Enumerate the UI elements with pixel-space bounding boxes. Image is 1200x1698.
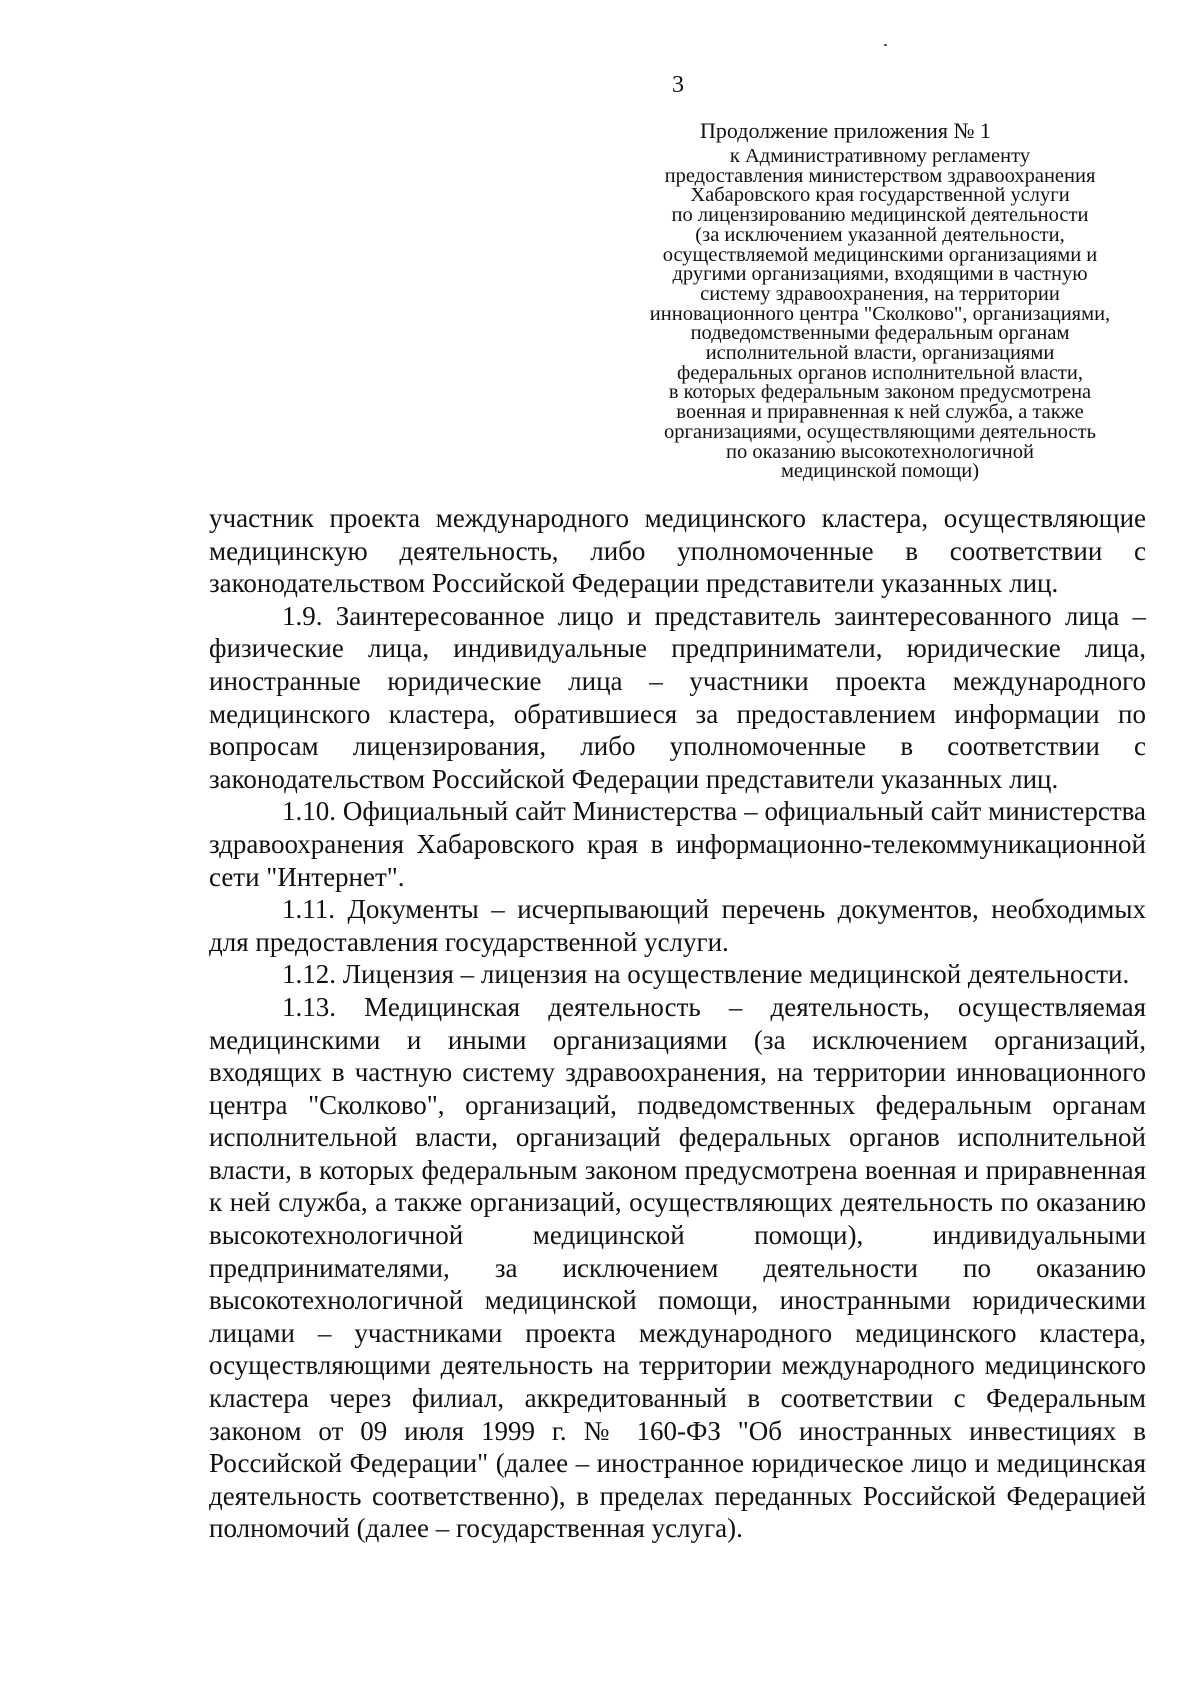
appendix-line: Хабаровского края государственной услуги bbox=[690, 184, 1070, 207]
appendix-line: другими организациями, входящими в частную bbox=[672, 263, 1088, 286]
appendix-line: по оказанию высокотехнологичной bbox=[726, 440, 1034, 463]
document-body bbox=[209, 502, 1146, 1545]
appendix-line: исполнительной власти, организациями bbox=[705, 342, 1055, 365]
appendix-line: по лицензированию медицинской деятельности bbox=[671, 204, 1089, 227]
scan-speck bbox=[884, 44, 887, 46]
appendix-line: федеральных органов исполнительной власти, bbox=[677, 361, 1083, 384]
appendix-line: предоставления министерством здравоохранения bbox=[664, 164, 1096, 187]
paragraph-1-10: 1.10. Официальный сайт Министерства – официальный сайт министерства здравоохранения Хабаровского края в информационно-телекоммуникационной сети "Интернет". bbox=[209, 796, 1146, 892]
page-number: 3 bbox=[672, 72, 684, 98]
paragraph-1-12: 1.12. Лицензия – лицензия на осуществление медицинской деятельности. bbox=[282, 959, 1130, 990]
appendix-line: систему здравоохранения, на территории bbox=[700, 282, 1060, 305]
appendix-line: к Административному регламенту bbox=[729, 145, 1031, 167]
appendix-line: подведомственными федеральным органам bbox=[690, 322, 1070, 345]
paragraph-continuation: участник проекта международного медицинского кластера, осуществляющие медицинскую деятельность, либо уполномоченные в соответствии с законодательством Российской Федерации представители указанных лиц. bbox=[209, 503, 1146, 599]
appendix-line: организациями, осуществляющими деятельность bbox=[664, 420, 1096, 443]
appendix-line: инновационного центра "Сколково", организациями, bbox=[649, 302, 1111, 325]
appendix-title: Продолжение приложения № 1 bbox=[700, 118, 991, 143]
appendix-description bbox=[600, 147, 1160, 482]
appendix-line: осуществляемой медицинскими организациями и bbox=[662, 243, 1098, 266]
appendix-line: в которых федеральным законом предусмотрена bbox=[668, 381, 1092, 404]
appendix-line: (за исключением указанной деятельности, bbox=[695, 223, 1065, 246]
paragraph-1-11: 1.11. Документы – исчерпывающий перечень документов, необходимых для предоставления государственной услуги. bbox=[209, 894, 1146, 957]
paragraph-1-13: 1.13. Медицинская деятельность – деятельность, осуществляемая медицинскими и иными организациями (за исключением организаций, входящих в частную систему здравоохранения, на территории инновационного центра "Сколково", организаций, подведомственных федеральным органам исполнительной власти, организаций федеральных органов исполнительной власти, в которых федеральным законом предусмотрена военная и приравненная к ней служба, а также организаций, осуществляющих деятельность по оказанию высокотехнологичной медицинской помощи), индивидуальными предпринимателями, за исключением деятельности по оказанию высокотехнологичной медицинской помощи, иностранными юридическими лицами – участниками проекта международного медицинского кластера, осуществляющими деятельность на территории международного медицинского кластера через филиал, аккредитованный в соответствии с Федеральным законом от 09 июля 1999 г. № 160-ФЗ "Об иностранных инвестициях в Российской Федерации" (далее – иностранное юридическое лицо и медицинская деятельность соответственно), в пределах переданных Российской Федерацией полномочий (далее – государственная услуга). bbox=[209, 991, 1146, 1544]
appendix-line: военная и приравненная к ней служба, а также bbox=[676, 401, 1084, 424]
paragraph-1-9: 1.9. Заинтересованное лицо и представитель заинтересованного лица – физические лица, индивидуальные предприниматели, юридические лица, иностранные юридические лица – участники проекта международного медицинского кластера, обратившиеся за предоставлением информации по вопросам лицензирования, либо уполномоченные в соответствии с законодательством Российской Федерации представители указанных лиц. bbox=[209, 600, 1146, 794]
appendix-line: медицинской помощи) bbox=[780, 460, 980, 483]
